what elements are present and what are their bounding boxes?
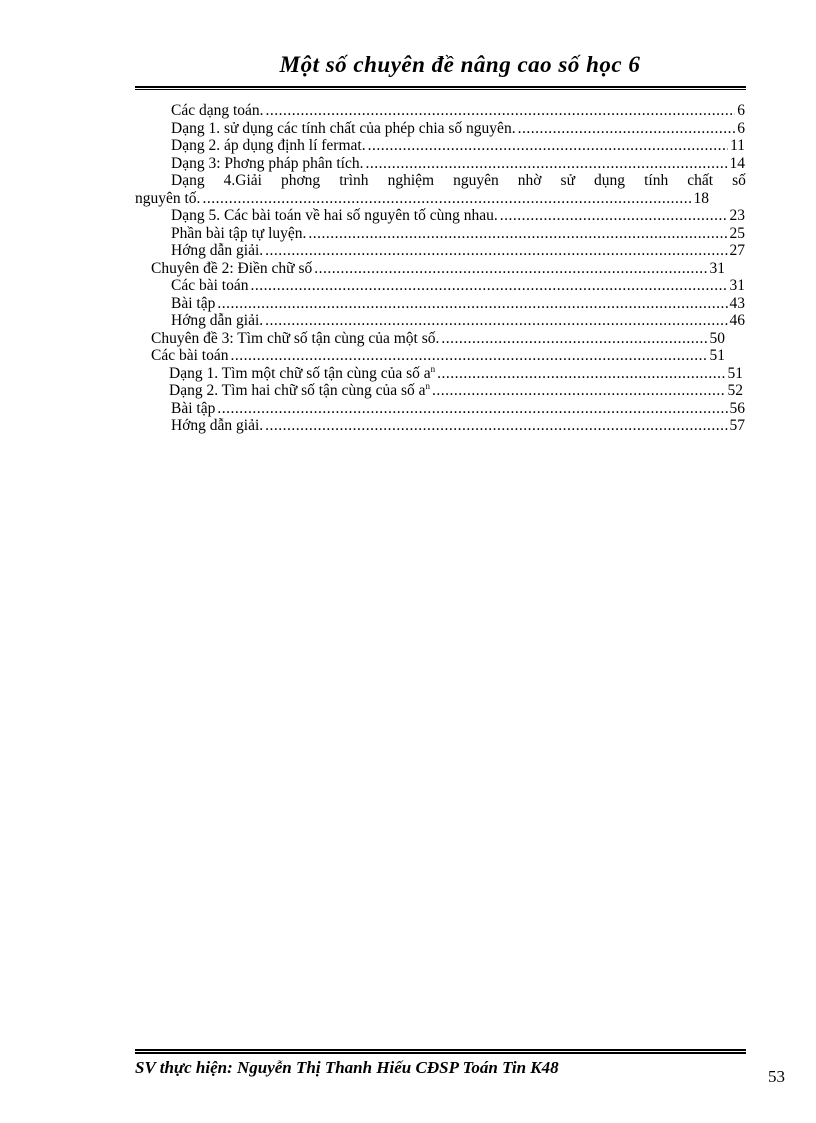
toc-entry: Bài tập ..... 56 [135, 400, 745, 418]
page-number: 53 [768, 1067, 785, 1086]
toc-entry: nguyên tố. ..... 18 [135, 190, 709, 208]
toc-entry: Các bài toán ..... 51 [135, 347, 725, 365]
footer-rule [135, 1049, 746, 1054]
toc-entry: Chuyên đề 2: Điền chữ số ..... 31 [135, 260, 725, 278]
toc-entry: Hớng dẫn giải. ..... 46 [135, 312, 745, 330]
page-header-title: Một số chuyên đề nâng cao số học 6 [279, 52, 641, 77]
header-rule [135, 86, 746, 90]
toc-entry-wrapped-line: Dạng 4.Giải phơng trình nghiệm nguyên nhờ sử dụng tính chất số [171, 172, 746, 189]
toc-entry: Hớng dẫn giải. ..... 57 [135, 417, 745, 435]
toc-entry: Dạng 1. sử dụng các tính chất của phép chia số nguyên. ..... 6 [135, 120, 745, 138]
toc-entry: Các dạng toán. ..... 6 [135, 102, 745, 120]
toc-entry: Dạng 2. Tìm hai chữ số tận cùng của số $a^n$ ..... 52 [135, 382, 743, 400]
footer-author: SV thực hiện: Nguyễn Thị Thanh Hiếu CĐSP Toán Tin K48 [135, 1058, 559, 1077]
toc-entry: Dạng 5. Các bài toán về hai số nguyên tố cùng nhau. ..... 23 [135, 207, 745, 225]
toc-entry: Bài tập ..... 43 [135, 295, 745, 313]
toc-entry: Phần bài tập tự luyện. ..... 25 [135, 225, 745, 243]
toc-entry: Hớng dẫn giải. ..... 27 [135, 242, 745, 260]
toc-entry: Các bài toán ..... 31 [135, 277, 745, 295]
toc-entry: Dạng 3: Phơng pháp phân tích. ..... 14 [135, 155, 745, 173]
table-of-contents [135, 102, 746, 435]
toc-entry: Chuyên đề 3: Tìm chữ số tận cùng của một số. ..... 50 [135, 330, 725, 348]
toc-entry: Dạng 2. áp dụng định lí fermat. ..... 11 [135, 137, 745, 155]
toc-entry: Dạng 1. Tìm một chữ số tận cùng của số $a^n$ ..... 51 [135, 365, 743, 383]
